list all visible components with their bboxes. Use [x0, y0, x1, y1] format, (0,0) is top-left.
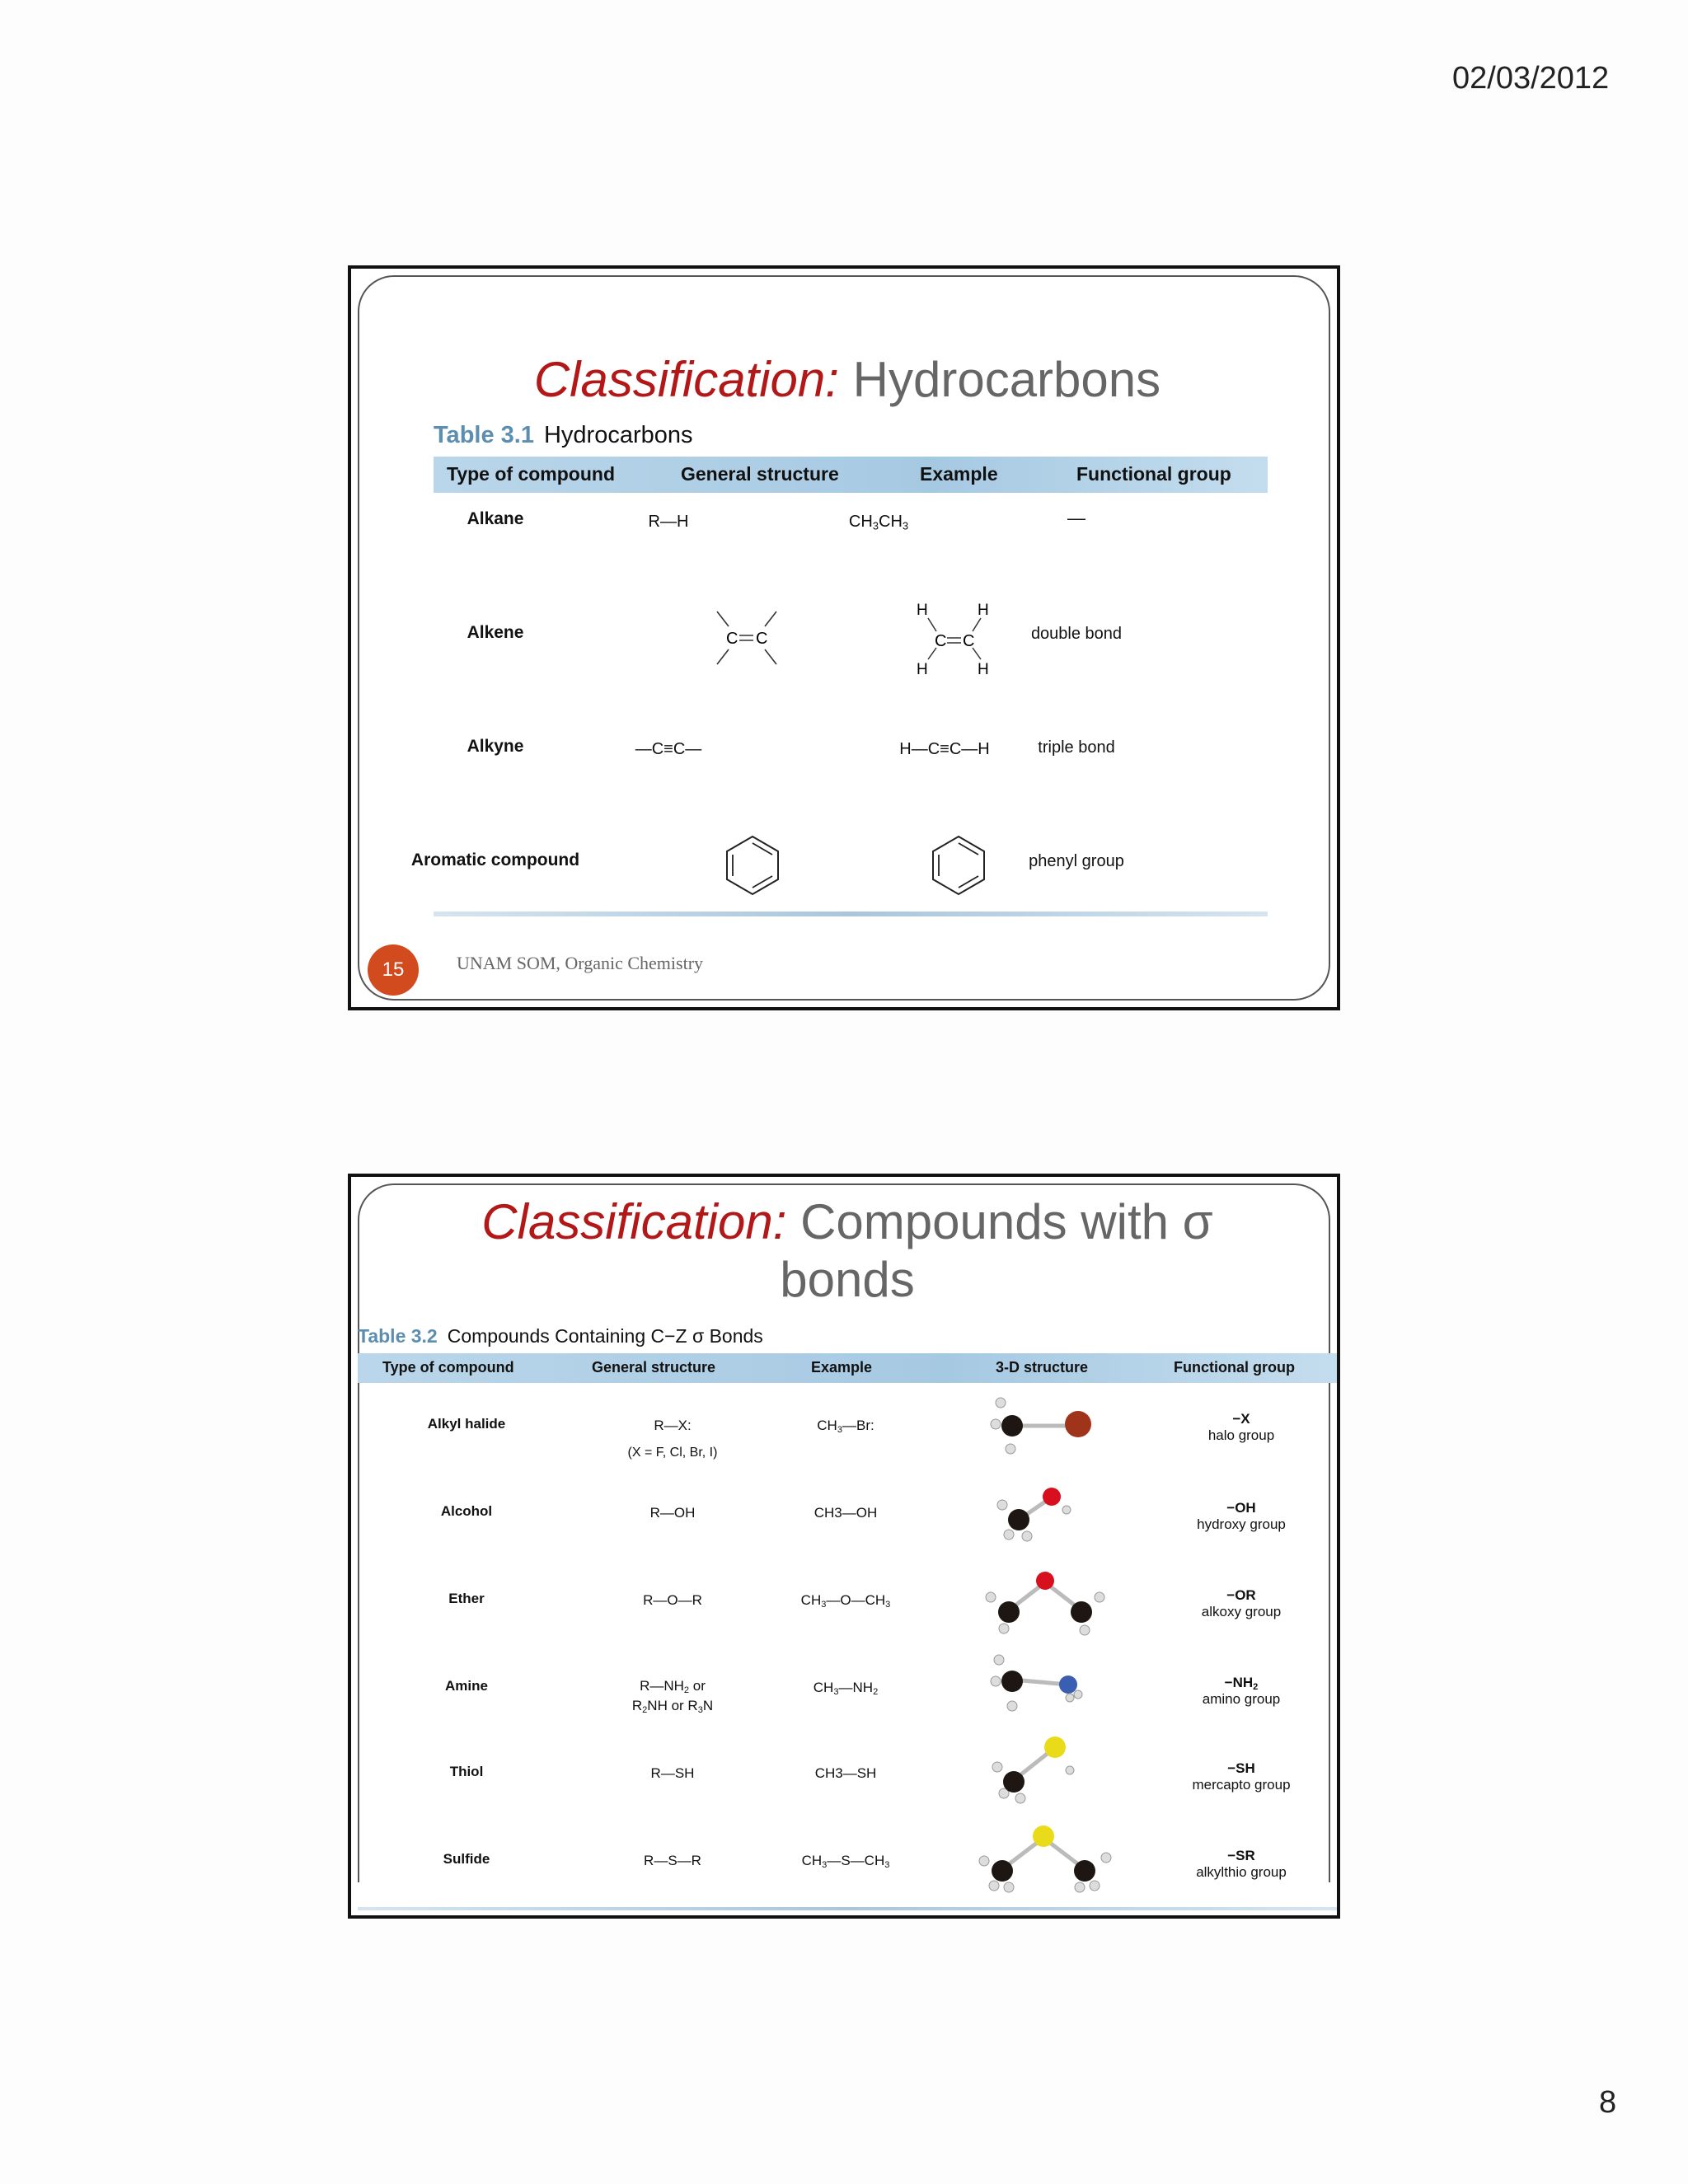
general-structure: R—OH [649, 1505, 696, 1521]
sulfur-atom [1033, 1825, 1054, 1847]
table-header [434, 457, 1268, 493]
example-structure: CH3—SH [814, 1765, 877, 1781]
ethylene-example [912, 598, 994, 677]
col-example: Example [920, 463, 998, 485]
functional-group: — [1067, 508, 1085, 528]
table-number: Table 3.2 [358, 1325, 438, 1347]
col-functional-group: Functional group [1174, 1359, 1295, 1376]
example-structure: $CH_3—Br$: [817, 1418, 874, 1435]
row-type: Alcohol [440, 1503, 493, 1519]
functional-group: double bond [1030, 625, 1123, 643]
col-3d-structure: 3-D structure [996, 1359, 1089, 1376]
slide-sigma-bonds [348, 1174, 1340, 1919]
slide-number-badge: 15 [368, 944, 419, 996]
slide-footer: UNAM SOM, Organic Chemistry [457, 953, 704, 973]
col-general: General structure [681, 463, 839, 485]
general-structure: —C≡C— [635, 740, 702, 758]
nitrogen-atom [1059, 1675, 1077, 1694]
col-example: Example [811, 1359, 873, 1376]
svg-text:C: C [935, 632, 947, 650]
table-number: Table 3.1 [434, 422, 534, 448]
title-text: Hydrocarbons [852, 352, 1161, 407]
svg-text:H: H [917, 602, 928, 619]
fg-name: hydroxy group [1197, 1516, 1286, 1532]
benzene-ring-icon [724, 833, 781, 898]
table-title: Hydrocarbons [543, 422, 693, 448]
general-structure: R—O—R [643, 1592, 702, 1608]
alkyl-halide-3d-model [986, 1391, 1101, 1457]
svg-text:H: H [978, 602, 989, 619]
fg-name: halo group [1207, 1427, 1275, 1443]
col-type: Type of compound [447, 463, 616, 485]
sulfur-atom [1044, 1736, 1066, 1758]
slide-hydrocarbons [348, 265, 1340, 1010]
benzene-ring-icon [930, 833, 987, 898]
ether-3d-model [979, 1564, 1111, 1638]
row-type: Alkyne [467, 737, 524, 756]
row-type: Ether [448, 1591, 485, 1606]
general-structure: $R—NH_2$ or [640, 1678, 706, 1695]
svg-text:C: C [756, 630, 768, 648]
table-header [358, 1353, 1337, 1383]
svg-text:C: C [963, 632, 975, 650]
example-structure: H—C≡C—H [899, 740, 990, 758]
fg-code: $-NH_2$ [1224, 1675, 1259, 1692]
general-structure: R—S—R [644, 1853, 701, 1868]
example-structure: $CH_3—NH_2$ [813, 1680, 879, 1697]
row-type: Alkane [467, 509, 524, 528]
title-line-2: bonds [780, 1252, 915, 1307]
row-type: Sulfide [443, 1851, 490, 1867]
row-type: Alkene [467, 623, 524, 642]
oxygen-atom [1043, 1488, 1061, 1506]
title-text: Compounds with σ [800, 1194, 1213, 1249]
example-structure: $CH_3—S—CH_3$ [801, 1853, 890, 1870]
table-title: Compounds Containing C−Z σ Bonds [447, 1325, 763, 1347]
fg-code: −OR [1226, 1587, 1256, 1603]
example-structure: $CH_3—O—CH_3$ [800, 1592, 891, 1610]
table-rule [434, 912, 1268, 916]
table-caption [434, 422, 693, 449]
header-date: 02/03/2012 [1452, 61, 1610, 96]
row-type: Amine [445, 1678, 488, 1694]
functional-group: triple bond [1038, 738, 1115, 757]
fg-name: alkylthio group [1196, 1864, 1287, 1880]
general-note: (X = F, Cl, Br, I) [627, 1446, 718, 1460]
fg-name: mercapto group [1192, 1777, 1291, 1793]
title-emphasis: Classification: [481, 1194, 787, 1249]
general-structure: R—H [648, 513, 689, 531]
functional-group: phenyl group [1029, 852, 1124, 870]
general-structure: R—SH [650, 1765, 695, 1781]
row-type: Alkyl halide [427, 1416, 506, 1432]
row-type: Aromatic compound [410, 851, 580, 869]
alcohol-3d-model [986, 1477, 1101, 1543]
fg-code: −SH [1227, 1760, 1255, 1776]
alkene-general-structure [714, 608, 780, 668]
svg-text:C: C [726, 630, 738, 648]
slide-title [351, 351, 1343, 409]
fg-name: amino group [1202, 1691, 1281, 1707]
col-type: Type of compound [382, 1359, 514, 1376]
amine-3d-model [986, 1650, 1101, 1716]
example-structure: $CH_3CH_3$ [848, 513, 909, 532]
oxygen-atom [1036, 1572, 1054, 1590]
general-note: $R_2NH$ or $R_3N$ [631, 1698, 714, 1715]
title-emphasis: Classification: [533, 352, 839, 407]
row-type: Thiol [449, 1764, 484, 1779]
svg-text:H: H [978, 661, 989, 678]
fg-code: −SR [1227, 1848, 1255, 1863]
slide-title [351, 1193, 1343, 1309]
col-general: General structure [592, 1359, 716, 1376]
fg-code: −X [1232, 1411, 1250, 1427]
col-functional-group: Functional group [1076, 463, 1231, 485]
thiol-3d-model [986, 1734, 1101, 1808]
page-number: 8 [1599, 2085, 1617, 2120]
table-rule [358, 1907, 1337, 1910]
example-structure: CH3—OH [814, 1505, 878, 1521]
fg-name: alkoxy group [1201, 1604, 1282, 1619]
svg-text:H: H [917, 661, 928, 678]
fg-code: −OH [1226, 1500, 1256, 1516]
sulfide-3d-model [961, 1820, 1126, 1894]
halogen-atom [1065, 1411, 1091, 1437]
general-structure: R—X: [654, 1418, 692, 1433]
table-caption [358, 1325, 763, 1347]
